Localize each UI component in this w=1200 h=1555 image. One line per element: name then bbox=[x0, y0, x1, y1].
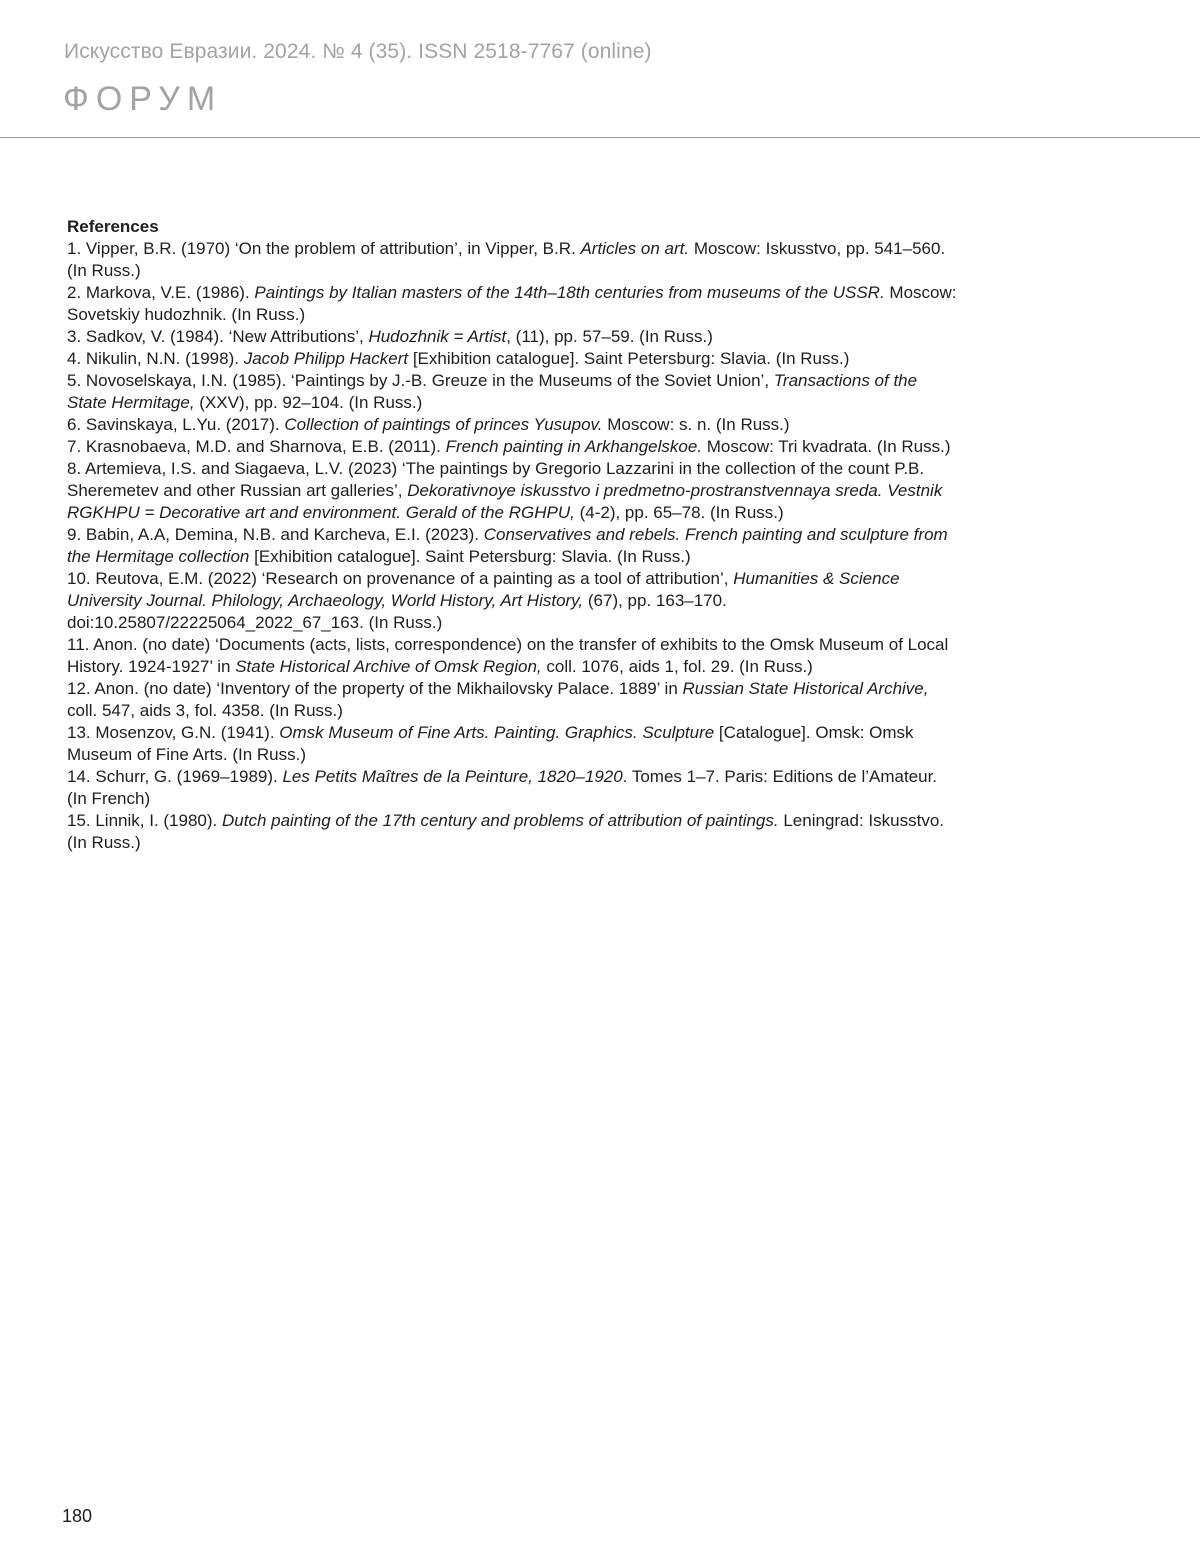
reference-item-6: 6. Savinskaya, L.Yu. (2017). Collection of paintings of princes Yusupov. Moscow: s. n. (In Russ.) bbox=[67, 415, 790, 434]
reference-item-9: 9. Babin, A.A, Demina, N.B. and Karcheva, E.I. (2023). Conservatives and rebels. French painting and sculpture from the Hermitage collection [Exhibition catalogue]. Saint Petersburg: Slavia. (In Russ.) bbox=[67, 525, 948, 566]
reference-item-4: 4. Nikulin, N.N. (1998). Jacob Philipp Hackert [Exhibition catalogue]. Saint Petersburg: Slavia. (In Russ.) bbox=[67, 349, 850, 368]
journal-running-header: Искусство Евразии. 2024. № 4 (35). ISSN 2518-7767 (online) bbox=[64, 40, 652, 63]
header-divider bbox=[0, 137, 1200, 138]
reference-item-1: 1. Vipper, B.R. (1970) ‘On the problem of attribution’, in Vipper, B.R. Articles on art. Moscow: Iskusstvo, pp. 541–560. (In Russ.) bbox=[67, 239, 946, 280]
references-section bbox=[67, 216, 957, 854]
reference-item-2: 2. Markova, V.E. (1986). Paintings by Italian masters of the 14th–18th centuries from museums of the USSR. Moscow: Sovetskiy hudozhnik. (In Russ.) bbox=[67, 283, 957, 324]
reference-item-3: 3. Sadkov, V. (1984). ‘New Attributions’, Hudozhnik = Artist, (11), pp. 57–59. (In Russ.) bbox=[67, 327, 713, 346]
reference-item-14: 14. Schurr, G. (1969–1989). Les Petits Maîtres de la Peinture, 1820–1920. Tomes 1–7. Paris: Editions de l’Amateur. (In French) bbox=[67, 767, 938, 808]
reference-item-5: 5. Novoselskaya, I.N. (1985). ‘Paintings by J.-B. Greuze in the Museums of the Soviet Union’, Transactions of the State Hermitage, (XXV), pp. 92–104. (In Russ.) bbox=[67, 371, 918, 412]
references-list bbox=[67, 238, 957, 854]
reference-item-11: 11. Anon. (no date) ‘Documents (acts, lists, correspondence) on the transfer of exhibits to the Omsk Museum of Local History. 1924-1927’ in State Historical Archive of Omsk Region, coll. 1076, aids 1, fol. 29. (In Russ.) bbox=[67, 635, 949, 676]
reference-item-13: 13. Mosenzov, G.N. (1941). Omsk Museum of Fine Arts. Painting. Graphics. Sculpture [Catalogue]. Omsk: Omsk Museum of Fine Arts. (In Russ.) bbox=[67, 723, 914, 764]
references-heading: References bbox=[67, 217, 159, 236]
reference-item-12: 12. Anon. (no date) ‘Inventory of the property of the Mikhailovsky Palace. 1889’ in Russian State Historical Archive, coll. 547, aids 3, fol. 4358. (In Russ.) bbox=[67, 679, 929, 720]
page-number: 180 bbox=[62, 1506, 93, 1526]
reference-item-10: 10. Reutova, E.M. (2022) ‘Research on provenance of a painting as a tool of attribution’, Humanities & Science University Journal. Philology, Archaeology, World History, Art History, (67), pp. 163–170. doi:10.25807/22225064_2022_67_163. (In Russ.) bbox=[67, 569, 900, 632]
reference-item-8: 8. Artemieva, I.S. and Siagaeva, L.V. (2023) ‘The paintings by Gregorio Lazzarini in the collection of the count P.B. Sheremetev and other Russian art galleries’, Dekorativnoye iskusstvo i predmetno-prostranstvennaya sreda. Vestnik RGKHPU = Decorative art and environment. Gerald of the RGHPU, (4-2), pp. 65–78. (In Russ.) bbox=[67, 459, 943, 522]
reference-item-7: 7. Krasnobaeva, M.D. and Sharnova, E.B. (2011). French painting in Arkhangelskoe. Moscow: Tri kvadrata. (In Russ.) bbox=[67, 437, 951, 456]
section-title: ФОРУМ bbox=[63, 80, 223, 118]
reference-item-15: 15. Linnik, I. (1980). Dutch painting of the 17th century and problems of attribution of paintings. Leningrad: Iskusstvo. (In Russ.) bbox=[67, 811, 944, 852]
